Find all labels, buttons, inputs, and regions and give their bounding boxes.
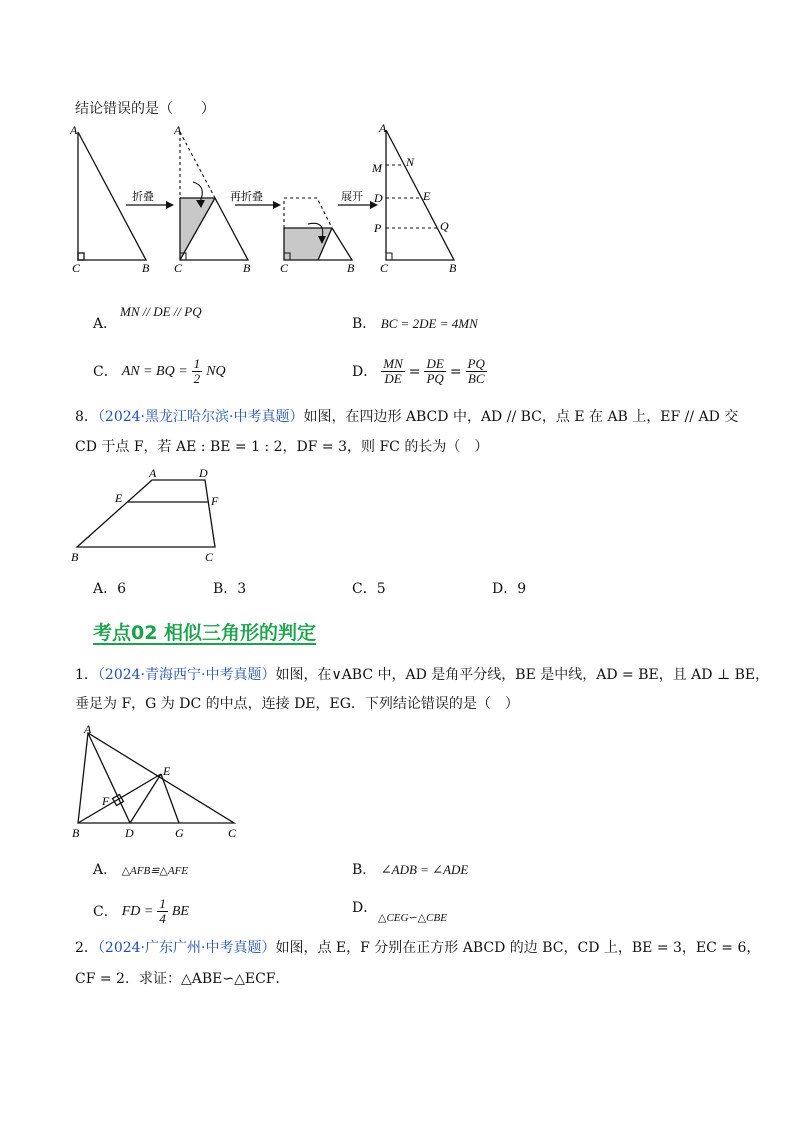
label-m: M [372,161,382,175]
label-f: F [211,494,219,508]
label-c: C [72,261,81,275]
q8-option-c[interactable]: C．5 [352,581,386,597]
label-p: P [374,221,382,235]
label-f: F [102,794,110,808]
label-b: B [71,550,79,564]
label-a2: A [174,123,182,137]
p1-source: （2024·青海西宁·中考真题） [97,667,276,683]
p1-line2: 垂足为 F，G 为 DC 的中点，连接 DE，EG．下列结论错误的是（ ） [75,696,519,712]
q7-option-c[interactable]: C． AN = BQ = $\frac{1}{2}$ NQ [93,356,226,386]
q7-option-d[interactable]: D． $\frac{MN}{DE}$ = $\frac{DE}{PQ}$ = $\frac{PQ}{BC}$ [352,356,485,386]
section-heading: 考点02 相似三角形的判定 [93,622,317,644]
label-b3: B [347,261,355,275]
q8-option-b[interactable]: B．3 [213,581,247,597]
step-unfold-label: 展开 [341,190,363,203]
label-d: D [125,826,134,840]
label-b: B [142,261,150,275]
label-a4: A [379,121,387,135]
q7-option-a-expr: MN // DE // PQ [120,304,202,319]
label-c3: C [280,261,289,275]
fraction-half: $\frac{1}{2}$ [193,356,201,386]
p2-line2: CF = 2．求证：△ABE∽△ECF． [75,971,290,987]
triangle-figure [70,723,250,843]
label-g: G [175,826,184,840]
label-a: A [70,123,78,137]
label-e: E [423,189,431,203]
label-b2: B [243,261,251,275]
label-e: E [163,764,171,778]
label-e: E [115,491,123,505]
p1-line1: 1．（2024·青海西宁·中考真题）如图，在∨ABC 中，AD 是角平分线，BE 是中线，AD = BE，且 AD ⊥ BE， [75,667,770,683]
p2-line1: 2．（2024·广东广州·中考真题）如图，点 E，F 分别在正方形 ABCD 的边 BC，CD 上，BE = 3，EC = 6， [75,940,761,956]
step-fold-label: 折叠 [132,190,154,203]
label-b: B [72,826,80,840]
trapezoid-figure [65,465,235,565]
step-refold-label: 再折叠 [230,190,263,203]
p1-option-b[interactable]: B． ∠ADB = ∠ADE [352,862,469,878]
label-c: C [205,550,214,564]
label-q: Q [440,219,449,233]
label-c4: C [380,261,389,275]
q7-option-b[interactable]: B． BC = 2DE = 4MN [352,316,478,332]
q8-option-a[interactable]: A．6 [93,581,127,597]
fraction-quarter: $\frac{1}{4}$ [159,896,166,926]
p1-option-d-expr: △CEG∽△CBE [378,912,447,924]
shape-refolded [284,198,352,260]
label-a: A [149,466,157,480]
label-d: D [199,466,208,480]
label-a: A [84,723,92,736]
q8-option-d[interactable]: D．9 [492,581,527,597]
q8-line1: 8．（2024·黑龙江哈尔滨·中考真题）如图，在四边形 ABCD 中，AD // BC，点 E 在 AB 上，EF // AD 交 [75,409,739,425]
p2-source: （2024·广东广州·中考真题） [97,940,276,956]
label-b4: B [449,261,457,275]
triangle-unfolded [386,130,454,260]
folding-figure [60,120,480,280]
q7-option-a[interactable]: A． [93,316,118,332]
label-c2: C [174,261,183,275]
q8-source: （2024·黑龙江哈尔滨·中考真题） [97,409,304,425]
label-d: D [374,191,383,205]
q8-line2: CD 于点 F，若 AE : BE = 1 : 2，DF = 3，则 FC 的长为（ ） [75,439,489,455]
label-c: C [228,826,237,840]
p1-option-a[interactable]: A． △AFB≌△AFE [93,862,189,878]
question-intro: 结论错误的是（ ） [75,101,215,117]
p1-option-c[interactable]: C． FD = $\frac{1}{4}$ BE [93,896,189,926]
label-n: N [406,155,415,169]
p1-option-d[interactable]: D． [352,900,378,916]
